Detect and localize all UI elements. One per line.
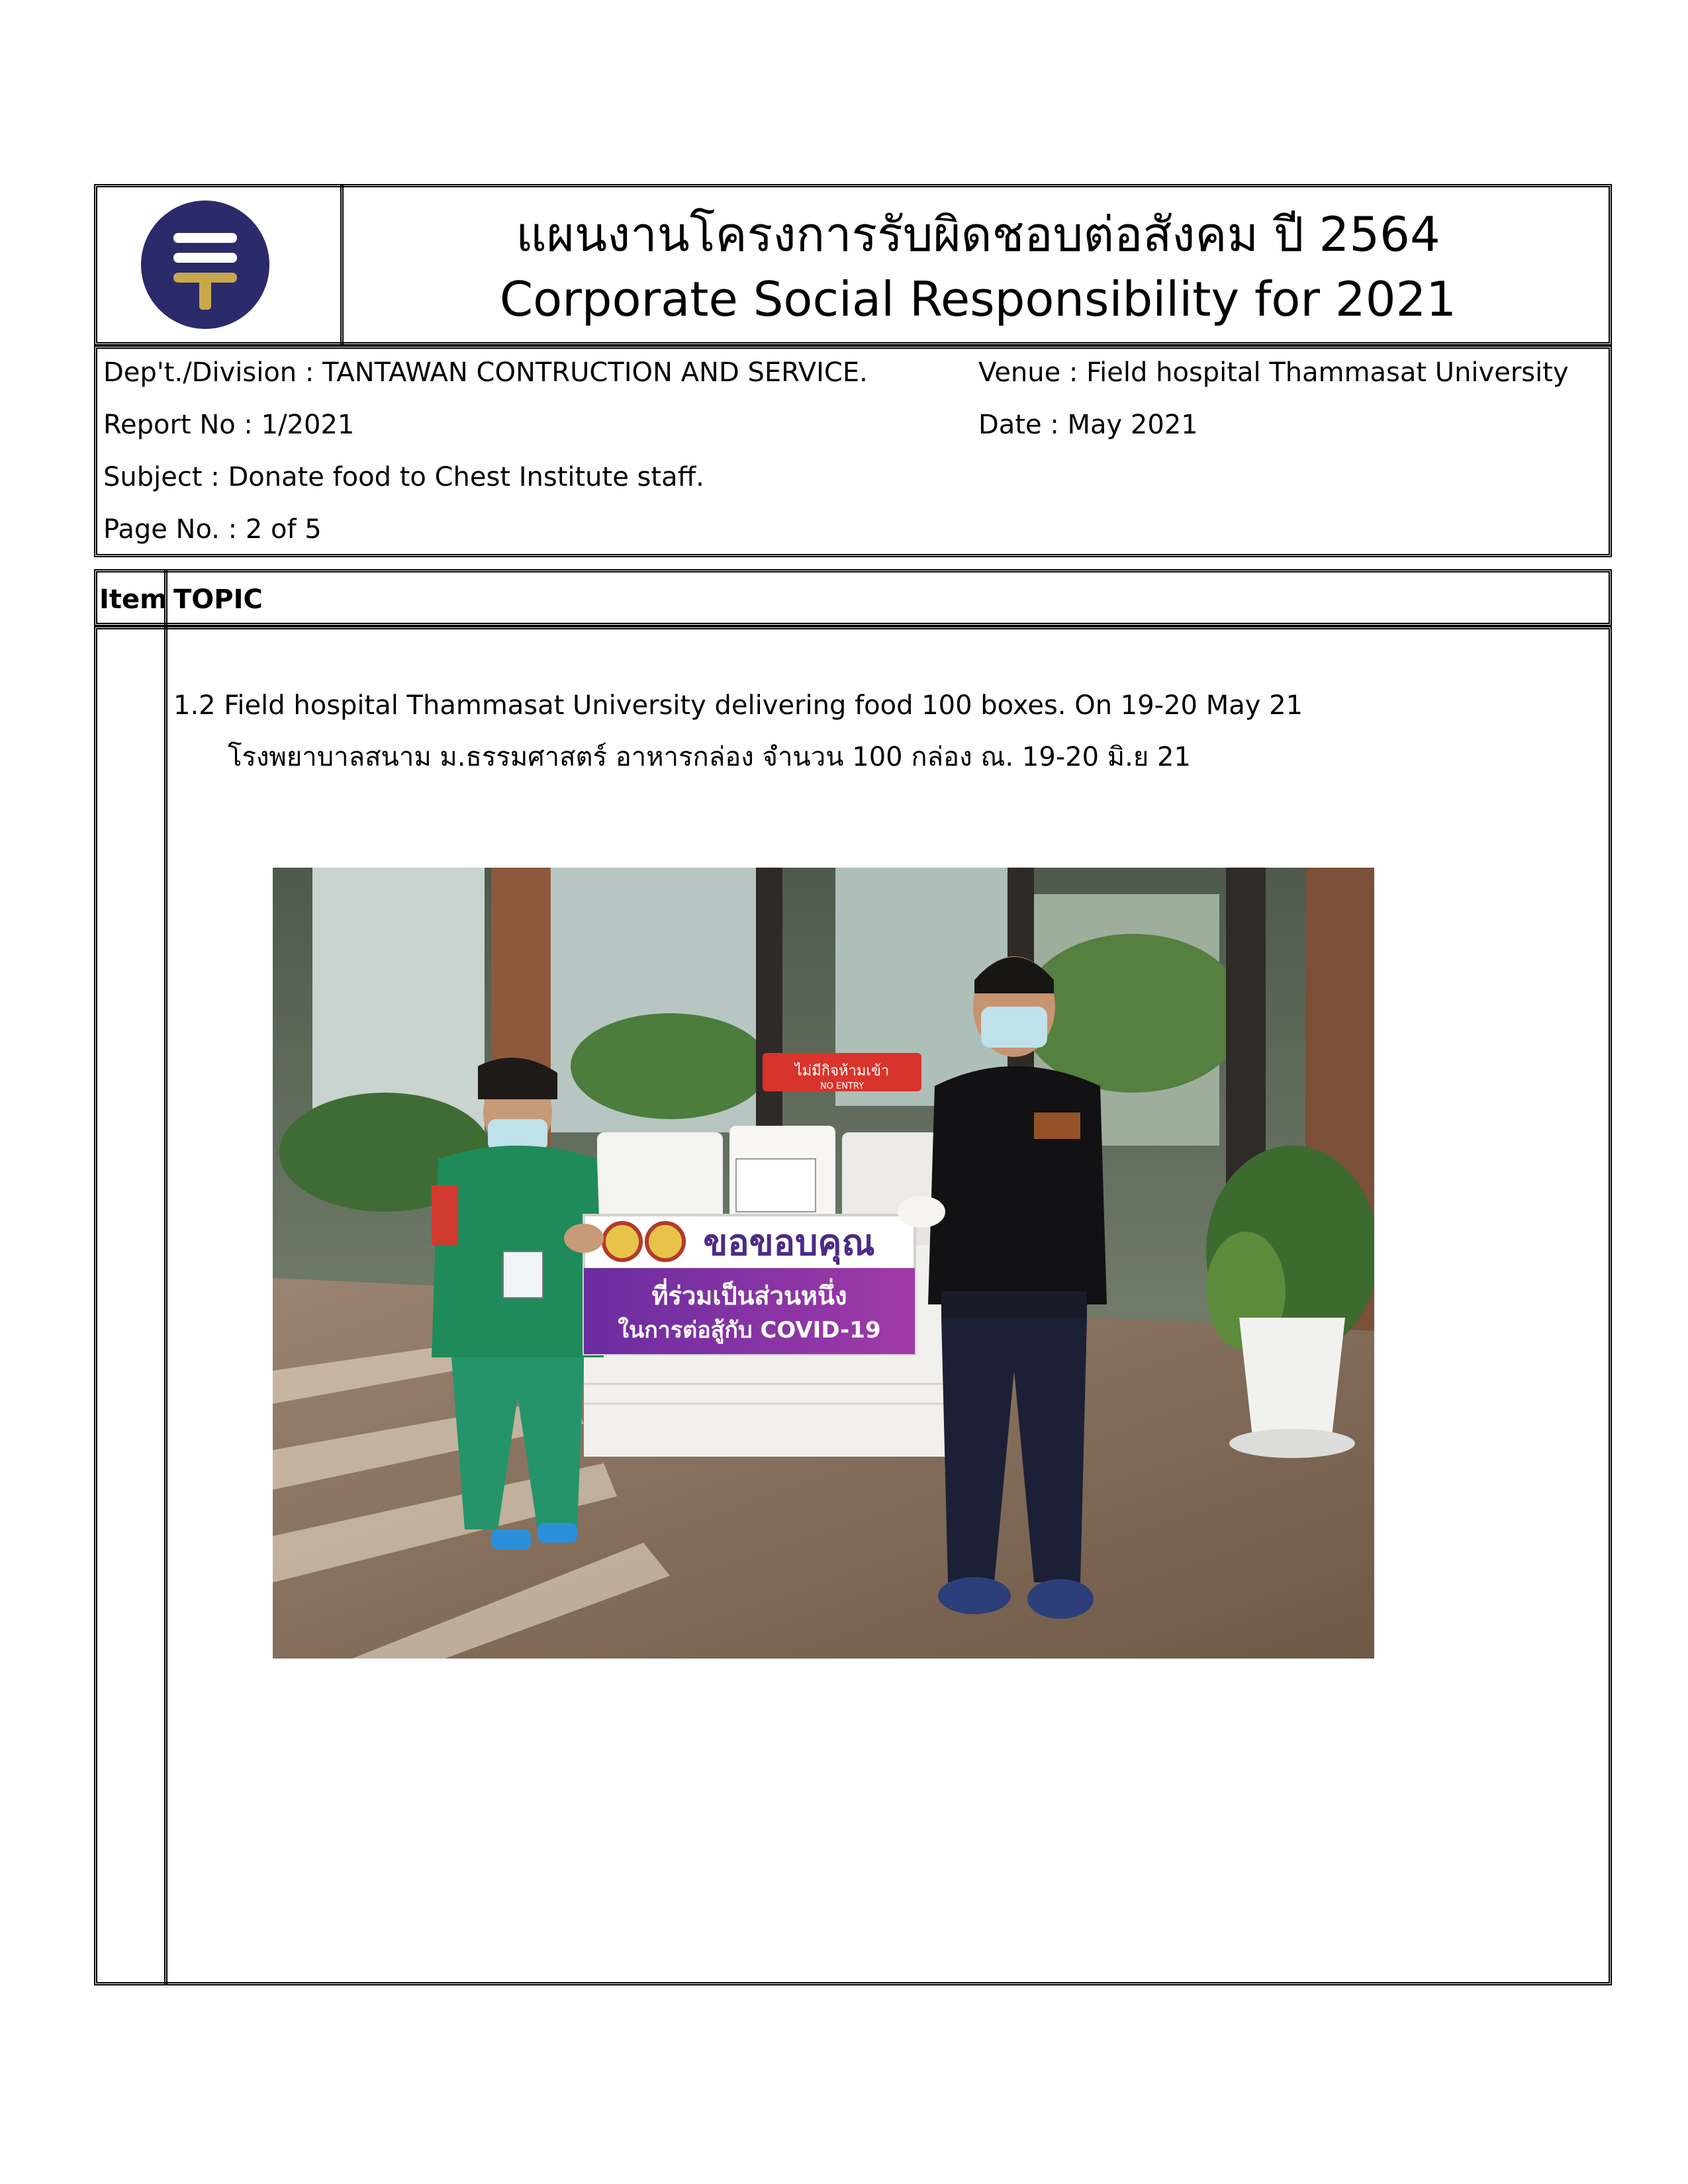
- event-photo: [273, 868, 1374, 1659]
- page-title-thai: แผนงานโครงการรับผิดชอบต่อสังคม ปี 2564: [516, 206, 1440, 262]
- report-number: Report No : 1/2021: [103, 410, 355, 440]
- venue: Venue : Field hospital Thammasat University: [978, 357, 1569, 388]
- sign-text: ไม่มีกิจห้ามเข้า: [794, 1063, 890, 1079]
- subject: Subject : Donate food to Chest Institute staff.: [103, 462, 704, 492]
- header-divider: [340, 184, 344, 345]
- content-line-english: 1.2 Field hospital Thammasat University delivering food 100 boxes. On 19-20 May 21: [173, 690, 1303, 721]
- banner-title: ขอขอบคุณ: [703, 1222, 875, 1263]
- page-number: Page No. : 2 of 5: [103, 514, 322, 545]
- table-body-divider: [164, 626, 167, 1985]
- table-header-row: [94, 569, 1612, 626]
- content-line-thai: โรงพยาบาลสนาม ม.ธรรมศาสตร์ อาหารกล่อง จำนวน 100 กล่อง ณ. 19-20 มิ.ย 21: [228, 742, 1191, 772]
- banner-line-1: ที่ร่วมเป็นส่วนหนึ่ง: [651, 1281, 847, 1310]
- column-header-item: Item: [99, 584, 167, 615]
- dept-division: Dep't./Division : TANTAWAN CONTRUCTION AND SERVICE.: [103, 357, 868, 388]
- banner-line-2: ในการต่อสู้กับ COVID-19: [618, 1317, 881, 1343]
- report-date: Date : May 2021: [978, 410, 1198, 440]
- column-header-topic: TOPIC: [173, 584, 263, 615]
- page-title-english: Corporate Social Responsibility for 2021: [499, 271, 1457, 327]
- company-logo-icon: [139, 200, 271, 330]
- sign-subtext: NO ENTRY: [820, 1081, 865, 1091]
